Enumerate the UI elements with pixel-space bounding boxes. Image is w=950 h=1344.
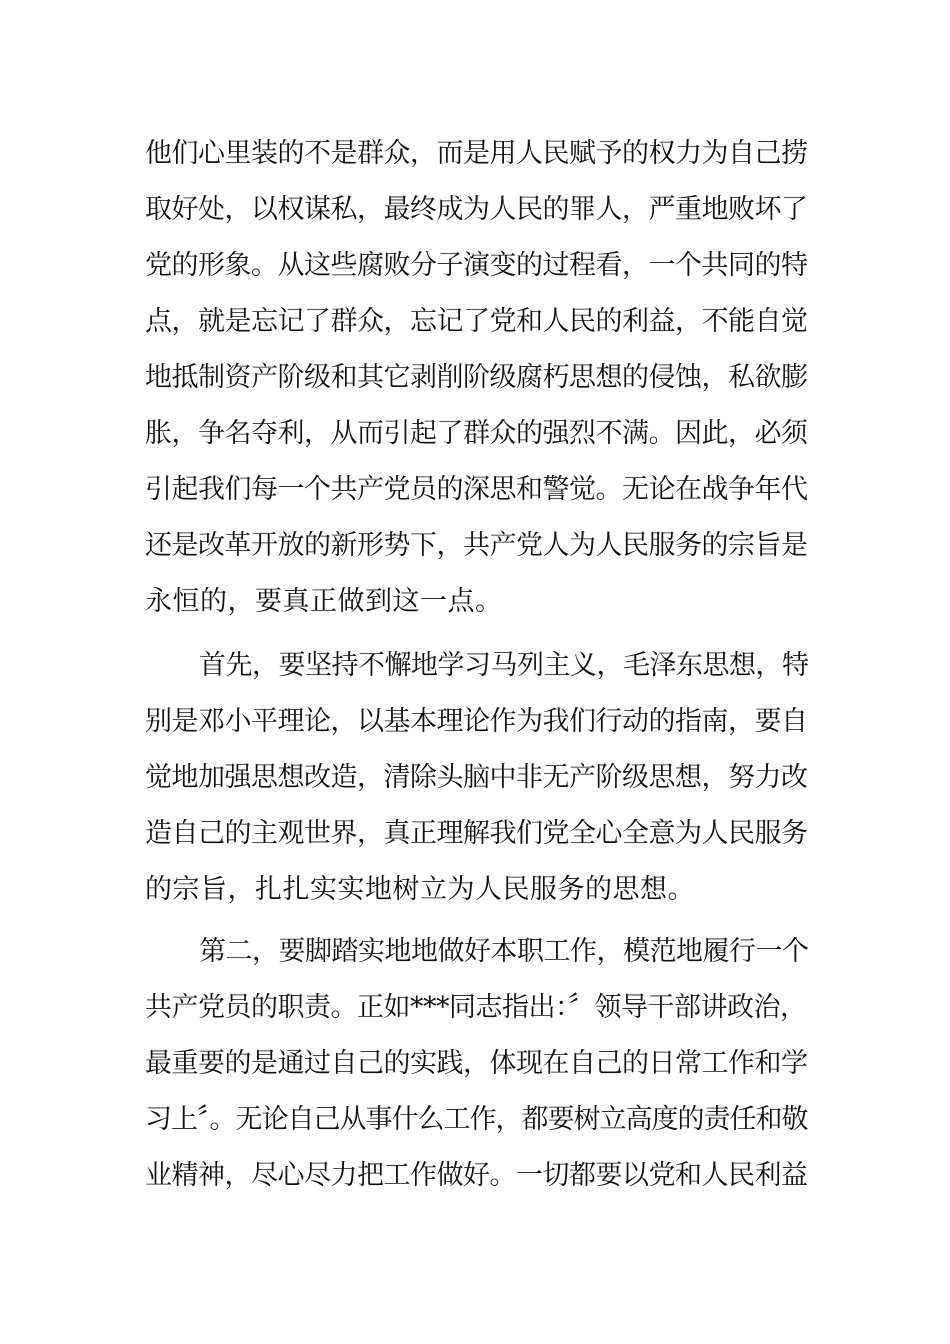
- paragraph-2-line-3: 觉地加强思想改造，清除头脑中非无产阶级思想，努力改: [145, 762, 808, 793]
- paragraph-2-line-4: 造自己的主观世界，真正理解我们党全心全意为人民服务: [145, 818, 808, 849]
- paragraph-2-line-5: 的宗旨，扎扎实实地树立为人民服务的思想。: [145, 874, 695, 905]
- paragraph-1-line-5: 地抵制资产阶级和其它剥削阶级腐朽思想的侵蚀，私欲膨: [145, 362, 808, 393]
- paragraph-3-line-4: 习上〞。无论自己从事什么工作，都要树立高度的责任和敬: [145, 1104, 808, 1135]
- paragraph-3-line-1: 第二，要脚踏实地地做好本职工作，模范地履行一个: [199, 936, 809, 967]
- paragraph-2-line-2: 别是邓小平理论，以基本理论作为我们行动的指南，要自: [145, 706, 808, 737]
- paragraph-1-line-9: 永恒的，要真正做到这一点。: [145, 586, 503, 617]
- paragraph-1-line-4: 点，就是忘记了群众，忘记了党和人民的利益，不能自觉: [145, 306, 808, 337]
- paragraph-3-line-5: 业精神，尽心尽力把工作做好。一切都要以党和人民利益: [145, 1160, 808, 1191]
- paragraph-1-line-7: 引起我们每一个共产党员的深思和警觉。无论在战争年代: [145, 474, 808, 505]
- paragraph-1-line-2: 取好处，以权谋私，最终成为人民的罪人，严重地败坏了: [145, 194, 808, 225]
- paragraph-1-line-1: 他们心里装的不是群众，而是用人民赋予的权力为自己捞: [145, 138, 808, 169]
- paragraph-3-line-2: 共产党员的职责。正如***同志指出：〞领导干部讲政治，: [145, 992, 807, 1023]
- paragraph-1-line-6: 胀，争名夺利，从而引起了群众的强烈不满。因此，必须: [145, 418, 808, 449]
- paragraph-1-line-3: 党的形象。从这些腐败分子演变的过程看，一个共同的特: [145, 250, 808, 281]
- paragraph-2-line-1: 首先，要坚持不懈地学习马列主义，毛泽东思想，特: [199, 650, 809, 681]
- paragraph-3-line-3: 最重要的是通过自己的实践，体现在自己的日常工作和学: [145, 1048, 808, 1079]
- paragraph-1-line-8: 还是改革开放的新形势下，共产党人为人民服务的宗旨是: [145, 530, 808, 561]
